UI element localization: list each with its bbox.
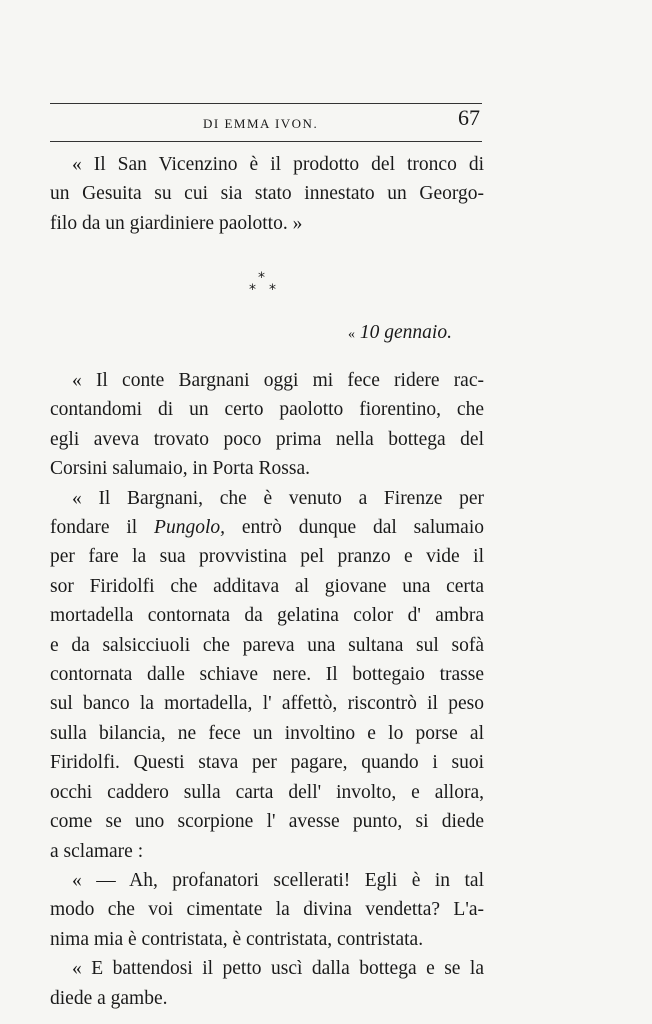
asterism-star: * — [249, 282, 256, 298]
italic-title-pungolo: Pungolo, — [154, 517, 225, 539]
running-head: DI EMMA IVON. — [203, 116, 319, 131]
text-line: Firidolfi. Questi stava per pagare, quando i suoi — [50, 752, 484, 774]
text-line: per fare la sua provvistina pel pranzo e vide il — [50, 546, 484, 568]
text-line: modo che voi cimentate la divina vendetta? L'a- — [50, 899, 484, 921]
text-line: sor Firidolfi che additava al giovane una certa — [50, 575, 484, 597]
text-line: « Il conte Bargnani oggi mi fece ridere rac- — [72, 370, 484, 391]
text-line: contandomi di un certo paolotto fiorentino, che — [50, 399, 484, 421]
text-line: a sclamare : — [50, 840, 144, 862]
page-number: 67 — [458, 105, 480, 130]
text-line: nima mia è contristata, è contristata, contristata. — [50, 928, 424, 950]
dateline — [348, 322, 452, 344]
header-rule-top — [50, 103, 482, 104]
text-line: un Gesuita su cui sia stato innestato un Georgo- — [50, 183, 484, 205]
text-line: « Il San Vicenzino è il prodotto del tronco di — [72, 154, 484, 175]
asterism-star: * — [258, 270, 265, 286]
text-line: occhi caddero sulla carta dell' involto, e allora, — [50, 781, 484, 803]
asterism-star: * — [269, 282, 276, 298]
asterism-divider — [245, 270, 285, 300]
text-line: mortadella contornata da gelatina color d' ambra — [50, 605, 484, 627]
text-line: e da salsicciuoli che pareva una sultana sul sofà — [50, 634, 484, 656]
dateline-open-quote: « — [348, 327, 355, 342]
text-line: contornata dalle schiave nere. Il bottegaio trasse — [50, 664, 484, 686]
text-line-with-italic — [50, 513, 484, 542]
text-line: sul banco la mortadella, l' affettò, riscontrò il peso — [50, 693, 484, 715]
text-line: egli aveva trovato poco prima nella bottega del — [50, 428, 484, 450]
text-line: Corsini salumaio, in Porta Rossa. — [50, 458, 310, 480]
header-rule-bottom — [50, 141, 482, 142]
text-line: « — Ah, profanatori scellerati! Egli è in tal — [72, 869, 484, 891]
dateline-date: 10 gennaio. — [359, 322, 452, 343]
text-line: « Il Bargnani, che è venuto a Firenze per — [72, 487, 484, 509]
body-text — [50, 366, 484, 1013]
paragraph-quote-san-vicenzino — [50, 150, 484, 238]
text-line: filo da un giardiniere paolotto. » — [50, 212, 303, 234]
text-line: diede a gambe. — [50, 987, 168, 1009]
text-line: come se uno scorpione l' avesse punto, si diede — [50, 811, 484, 833]
text-span: fondare il — [50, 517, 155, 539]
text-line: « E battendosi il petto uscì dalla bottega e se la — [72, 958, 484, 980]
text-span: entrò dunque dal salumaio — [225, 517, 484, 539]
text-line: sulla bilancia, ne fece un involtino e lo porse al — [50, 722, 484, 744]
